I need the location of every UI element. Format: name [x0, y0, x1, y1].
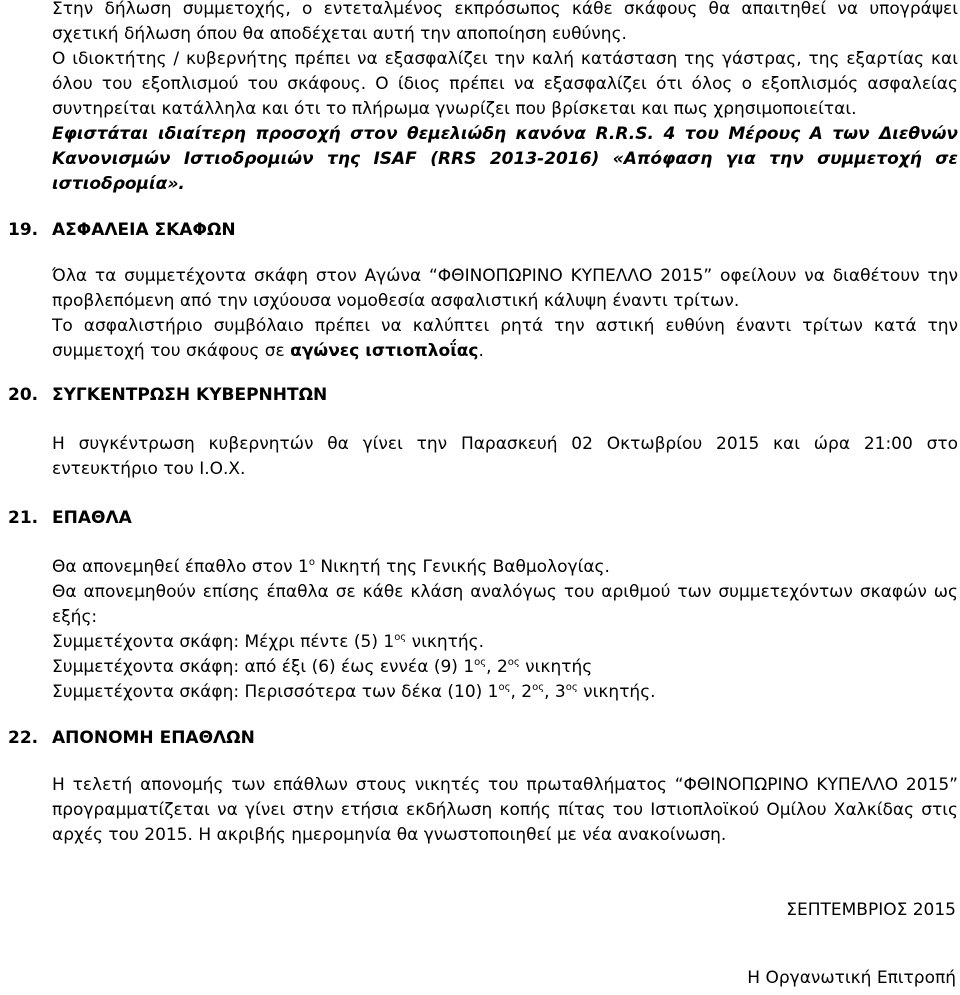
rrs-emphasis-note: Εφιστάται ιδιαίτερη προσοχή στον θεμελιώδη κανόνα R.R.S. 4 του Μέρους Α των Διεθνών Κανονισμών Ιστιοδρομιών της ISAF (RRS 2013-2016) «Απόφαση για την συμμετοχή σε ιστιοδρομία».	[52, 124, 958, 194]
prize-class-intro: Θα απονεμηθούν επίσης έπαθλα σε κάθε κλάση αναλόγως του αριθμού των συμμετεχόντων σκαφών ως εξής:	[52, 582, 958, 627]
section-title: ΑΠΟΝΟΜΗ ΕΠΑΘΛΩΝ	[52, 728, 255, 748]
document-date: ΣΕΠΤΕΜΒΡΙΟΣ 2015	[786, 900, 956, 920]
section-title: ΕΠΑΘΛΑ	[52, 508, 132, 528]
section-19-paragraph-2: Το ασφαλιστήριο συμβόλαιο πρέπει να καλύπτει ρητά την αστική ευθύνη έναντι τρίτων κατά την συμμετοχή του σκάφους σε αγώνες ιστιοπλοΐας.	[52, 316, 958, 361]
section-22-heading	[8, 726, 255, 751]
section-21-heading	[8, 506, 132, 531]
intro-paragraph-1: Στην δήλωση συμμετοχής, ο εντεταλμένος εκπρόσωπος κάθε σκάφους θα απαιτηθεί να υπογράψει σχετική δήλωση όπου θα αποδέχεται αυτή την αποποίηση ευθύνης.	[52, 0, 958, 44]
section-20-paragraph-1: Η συγκέντρωση κυβερνητών θα γίνει την Παρασκευή 02 Οκτωβρίου 2015 και ώρα 21:00 στο εντευκτήριο του Ι.Ο.Χ.	[52, 434, 958, 479]
section-number: 20.	[8, 385, 39, 405]
section-20-body	[52, 432, 958, 482]
section-number: 22.	[8, 728, 39, 748]
section-number: 21.	[8, 508, 39, 528]
section-19-paragraph-1: Όλα τα συμμετέχοντα σκάφη στον Αγώνα “ΦΘΙΝΟΠΩΡΙΝΟ ΚΥΠΕΛΛΟ 2015” οφείλουν να διαθέτουν την προβλεπόμενη από την ισχύουσα νομοθεσία ασφαλιστική κάλυψη έναντι τρίτων.	[52, 266, 958, 311]
section-22-paragraph-1: Η τελετή απονομής των επάθλων στους νικητές του πρωταθλήματος “ΦΘΙΝΟΠΩΡΙΝΟ ΚΥΠΕΛΛΟ 2015” προγραμματίζεται να γίνει στην ετήσια εκδήλωση κοπής πίτας του Ιστιοπλοϊκού Ομίλου Χαλκίδας στις αρχές του 2015. Η ακριβής ημερομηνία θα γνωστοποιηθεί με νέα ανακοίνωση.	[52, 775, 958, 845]
prize-tier-2: Συμμετέχοντα σκάφη: από έξι (6) έως εννέα (9) $1^{o\varsigma}$, $2^{o\varsigma}$ νικητής	[52, 657, 593, 677]
intro-section	[52, 0, 958, 197]
prize-tier-3: Συμμετέχοντα σκάφη: Περισσότερα των δέκα (10) $1^{o\varsigma}$, $2^{o\varsigma}$, $3^{o\varsigma}$ νικητής.	[52, 682, 656, 702]
section-number: 19.	[8, 220, 39, 240]
section-19-heading	[8, 218, 236, 243]
section-title: ΑΣΦΑΛΕΙΑ ΣΚΑΦΩΝ	[52, 220, 236, 240]
intro-paragraph-2: Ο ιδιοκτήτης / κυβερνήτης πρέπει να εξασφαλίζει την καλή κατάσταση της γάστρας, της εξαρτίας και όλου του εξοπλισμού του σκάφους. Ο ίδιος πρέπει να εξασφαλίζει ότι όλος ο εξοπλισμός ασφαλείας συντηρείται κατάλληλα και ότι το πλήρωμα γνωρίζει που βρίσκεται και πως χρησιμοποιείται.	[52, 49, 958, 119]
bold-term: αγώνες ιστιοπλοΐας	[290, 341, 479, 361]
section-title: ΣΥΓΚΕΝΤΡΩΣΗ ΚΥΒΕΡΝΗΤΩΝ	[52, 385, 328, 405]
section-19-body	[52, 264, 958, 364]
prize-overall-line: Θα απονεμηθεί έπαθλο στον $1^o$ Νικητή της Γενικής Βαθμολογίας.	[52, 557, 610, 577]
prize-tier-1: Συμμετέχοντα σκάφη: Μέχρι πέντε (5) $1^{o\varsigma}$ νικητής.	[52, 632, 485, 652]
signature-line: Η Οργανωτική Επιτροπή	[747, 968, 956, 988]
section-21-body	[52, 555, 958, 705]
section-22-body	[52, 773, 958, 848]
section-20-heading	[8, 383, 327, 408]
